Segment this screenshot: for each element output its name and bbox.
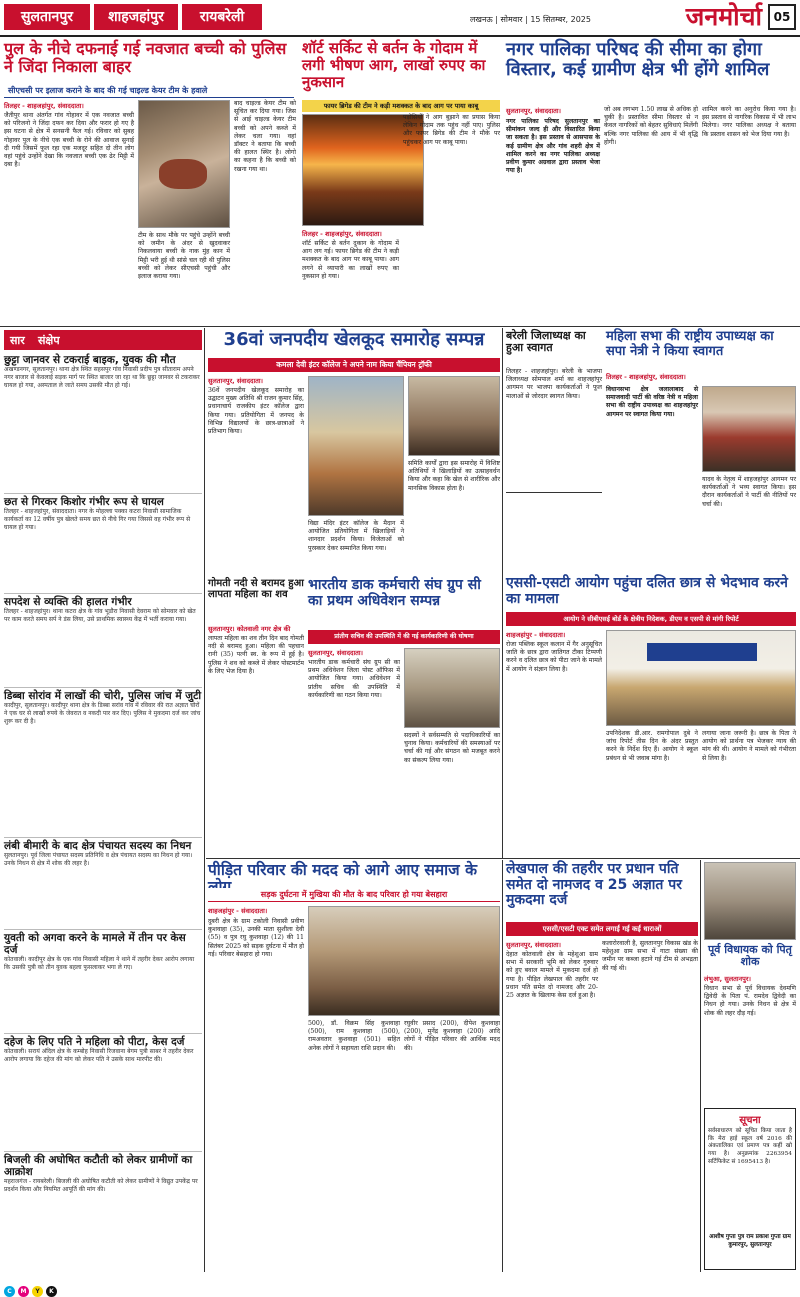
shok-headline: पूर्व विधायक को पितृ शोक (708, 943, 792, 969)
scst-col-3: लगाया जाना जरूरी है। छात्र के पिता ने आयोग को प्रार्थना पत्र भेजकर न्याय की मांग की थी। आयोग ने मामले को गंभीरता से लिया है। (702, 730, 796, 762)
bridge-col-2: टीम के साथ मौके पर पहुंचे उन्होंने बच्ची को जमीन के अंदर से खुदवाकर निकलवाया बच्ची के नाक मुंह कान में मिट्टी भरी हुई थी सांसे चल रही थी पुलिस बच्ची को लेकर सीएचसी पहुंची और इलाज कराया गया। (138, 232, 230, 280)
nagar-col-2: जो अब लगभग 1.50 लाख से अधिक हो चुकी है। प्रस्तावित सीमा विस्तार से न केवल नागरिकों को बेहतर सुविधाएं मिलेंगी बल्कि नगर पालिका की आय में भी वृद्धि होगी। (604, 106, 698, 146)
page-number: 05 (768, 4, 796, 30)
pidit-col-2: 500), डॉ. विक्रम सिंह कुशवाहा (500), राम कुशवाहा (500), रामअवतार कुशवाहा (501) सहित अनेक लोगों ने सहायता राशि प्रदान की। (308, 1020, 400, 1052)
fire-headline: शॉर्ट सर्किट से बर्तन के गोदाम में लगी भीषण आग, लाखों रुपए का नुकसान (302, 39, 486, 91)
scst-col-1: रोजा पब्लिक स्कूल कलान में गैर अनुसूचित जाति के छात्र द्वारा जातिगत टीका टिप्पणी करने व दलित छात्र को पीटा जाने के मामले में आयोग ने संज्ञान लिया है। (506, 641, 602, 673)
edition-date: 15 सितम्बर, 2025 (530, 15, 591, 24)
bridge-subhead: सीएचसी पर इलाज कराने के बाद की गई चाइल्ड केयर टीम के हवाले (4, 84, 294, 98)
edition-day: सोमवार (500, 15, 523, 24)
nagar-dateline: सुलतानपुर, संवाददाता। (506, 107, 562, 115)
cmyk-marks (4, 1278, 124, 1295)
scst-subhead: आयोग ने सीबीएसई बोर्ड के क्षेत्रीय निदेशक, डीएम व एसपी से मांगी रिपोर्ट (506, 612, 796, 626)
mahila-text-2: यादव के नेतृत्व में शाहजहांपुर आगमन पर कार्यकर्ताओं ने भव्य स्वागत किया। इस दौरान कार्यकर्ताओं ने पार्टी की नीतियों पर चर्चा की। (702, 476, 796, 508)
brief-item-headline: छुट्टा जानवर से टकराई बाइक, युवक की मौत (4, 354, 176, 366)
masthead-rule (0, 35, 800, 37)
barelly-text: तिलहर - शाहजहांपुर। बरेली के भाजपा जिलाध्यक्ष सोमपाल शर्मा का शाहजहांपुर आगमन पर भाजपा कार्यकर्ताओं ने फूल मालाओं से जोरदार स्वागत किया। (506, 368, 602, 400)
pidit-headline: पीड़ित परिवार की मदद को आगे आए समाज के (208, 861, 477, 879)
brief-item-headline: युवती को अगवा करने के मामले में तीन पर केस दर्ज (4, 932, 186, 957)
newspaper-logo: जनमोर्चा (685, 2, 762, 31)
brief-item-headline: बिजली की अघोषित कटौती को लेकर ग्रामीणों का आक्रोश (4, 1154, 193, 1179)
brief-header (4, 330, 202, 350)
shok-dateline: लंभुआ, सुलतानपुर। (704, 975, 751, 983)
nagar-headline: नगर पालिका परिषद की सीमा का होगा विस्तार, कई ग्रामीण क्षेत्र भी होंगे शामिल (506, 39, 770, 81)
bridge-col-1: जैतीपुर थाना अंतर्गत गांव गोहावर में एक नवजात बच्ची को परिजनो ने जिंदा दफन कर दिया और फरार हो गए है इस घटना से क्षेत्र में सनसनी फैल गई। रविवार को सुबह गोहावर पुल के नीचे एक बच्ची के रोने की आवाज सुनाई दी गयी जिसमें फूल रहा एक मजदूर सहित दो तीन लोग वहां पहुंचे उन्होंने देखा कि नवजात बच्ची एक ढेर मिट्टी में दबा है। (4, 112, 134, 169)
dak-photo (404, 648, 500, 728)
bridge-headline: पुल के नीचे दफनाई गई नवजात बच्ची को पुलिस ने जिंदा निकाला बाहर (4, 39, 287, 76)
khel-dateline: सुलतानपुर, संवाददाता। (208, 377, 264, 385)
brief-item-text: तिलहर - शाहजहांपुर, संवाददाता। नगर के मोहल्ला पक्का कटरा निवासी सामाजिक कार्यकर्ता का 12 वर्षीय पुत्र खेलते समय छत से नीचे गिर गया जिससे वह गंभीर रूप से घायल हो गया। (4, 508, 191, 531)
khel-photo-2 (408, 376, 500, 456)
brief-item-headline: छत से गिरकर किशोर गंभीर रूप से घायल (4, 496, 164, 508)
fire-col-1: शॉर्ट सर्किट से बर्तन दुकान के गोदाम में आग लग गई। फायर ब्रिगेड की टीम ने कड़ी मशक्कत के बाद आग पर काबू पाया। आग लगने से व्यापारी का लाखों रुपए का नुकसान हो गया। (302, 240, 399, 280)
scst-col-2: उपनिदेशक डी.आर. रामगोपाल दुबे ने जांच रिपोर्ट तीस दिन के अंदर प्रस्तुत करने के निर्देश दिए हैं। आयोग ने स्कूल प्रबंधन से भी जवाब मांगा है। (606, 730, 698, 762)
khel-subhead: कमला देवी इंटर कॉलेज ने अपने नाम किया चैंपियन ट्रॉफी (208, 358, 500, 372)
brief-item-text: कोतवाली। कादीपुर क्षेत्र के एक गांव निवासी महिला ने थाने में तहरीर देकर आरोप लगाया कि उसकी पुत्री को तीन युवक बहला फुसलाकर भगा ले गए। (4, 956, 195, 971)
gumshuda-headline: गोमती नदी से बरामद हुआ लापता महिला का शव (208, 578, 304, 601)
lekhpal-dateline: सुलतानपुर, संवाददाता। (506, 941, 562, 949)
brief-item (4, 594, 202, 688)
brief-item (4, 1152, 202, 1264)
mahila-photo (702, 386, 796, 472)
lekhpal-col-2: कलारोरवाली है, सुलतानपुर विकास खंड के महेशुआ ग्राम सभा में गाटा संख्या की जमीन पर कब्जा हटाने गई टीम से अभद्रता की गई थी। (602, 940, 698, 972)
brief-item (4, 354, 202, 494)
khel-col-1: 36वें जनपदीय खेलकूद समारोह का उद्घाटन मुख्य अतिथि श्री राजन कुमार सिंह, प्रधानाचार्य राजकीय इंटर कॉलेज द्वारा किया गया। प्रतियोगिता में जनपद के विभिन्न विद्यालयों के छात्र-छात्राओं ने प्रतिभाग किया। (208, 387, 304, 435)
khel-headline: 36वां जनपदीय खेलकूद समारोह सम्पन्न (223, 329, 485, 350)
brief-label-2: संक्षेप (38, 334, 60, 347)
dak-subhead: प्रांतीय सचिव की उपस्थिति में की गई कार्यकारिणी की घोषणा (308, 630, 500, 644)
notice-box (704, 1108, 796, 1270)
fire-dateline: तिलहर - शाहजहांपुर, संवाददाता। (302, 230, 382, 238)
shok-text: विधान सभा से पूर्व विधायक देवमणि द्विवेदी के पिता पं. रामदेव द्विवेदी का निधन हो गया। उनके निधन से क्षेत्र में शोक की लहर दौड़ गई। (704, 985, 796, 1017)
brief-item-text: तिलहर - शाहजहांपुर। थाना कटरा क्षेत्र के गांव भूडौरा निवासी देवराम को सोमवार को खेत पर काम करते समय सर्प ने डंस लिया, उसे प्राथमिक स्वास्थ्य केंद्र में भर्ती कराया गया। (4, 608, 196, 623)
bridge-photo-subject (159, 159, 207, 189)
gumshuda-text: लापता महिला का शव तीन दिन बाद गोमती नदी से बरामद हुआ। महिला की पहचान रानी (35) पत्नी स्व. के रूप में हुई है। पुलिस ने शव को कब्जे में लेकर पोस्टमार्टम के लिए भेज दिया है। (208, 635, 304, 675)
brief-item-text: अखण्डनगर, सुलतानपुर। थाना क्षेत्र स्थित सहसपुर गांव निवासी प्रदीप पुत्र सीताराम अपने नगर बाजार से केवलाई सड़क मार्ग पर स्थित बाजार जा रहा था कि छुट्टा जानवर से टकराकर घायल हो गया, अस्पताल ले जाते समय उसकी मौत हो गई। (4, 366, 200, 389)
edition-city: लखनऊ (470, 15, 493, 24)
pidit-dateline: शाहजहांपुर - संवाददाता। (208, 907, 268, 915)
masthead-city-1: सुलतानपुर (4, 4, 90, 30)
row-rule-1 (0, 326, 800, 327)
row-rule-2 (206, 858, 800, 859)
khel-photo-1 (308, 376, 404, 516)
scst-headline: एससी-एसटी आयोग पहुंचा दलित छात्र से भेदभाव करने का मामला (506, 575, 788, 607)
scst-dateline: शाहजहांपुर - संवाददाता। (506, 631, 566, 639)
khel-col-3: समिति कार्यों द्वारा इस समारोह में विशिष्ट अतिथियों ने खिलाड़ियों का उत्साहवर्धन किया और कहा कि खेल से शारीरिक और मानसिक विकास होता है। (408, 460, 500, 492)
brief-item-headline: डिब्बा सोरांव में लाखों की चोरी, पुलिस जांच में जुटी (4, 690, 202, 702)
brief-item-text: कादीपुर, सुलतानपुर। कादीपुर थाना क्षेत्र के डिब्बा सरांव गांव में रविवार की रात अज्ञात चोरों ने एक घर से लाखों रुपये के जेवरात व नकदी पार कर दिए। पुलिस ने मुकदमा दर्ज कर जांच शुरू कर दी है। (4, 702, 201, 725)
brief-item-text: सुलतानपुर। पूर्व जिला पंचायत सदस्य प्रतिनिधि व क्षेत्र पंचायत सदस्य का निधन हो गया। उनके निधन से क्षेत्र में शोक की लहर है। (4, 852, 193, 867)
brief-item-text: महराजगंज - रायबरेली। बिजली की अघोषित कटौती को लेकर ग्रामीणों ने विद्युत उपकेंद्र पर प्रदर्शन किया और नियमित आपूर्ति की मांग की। (4, 1178, 198, 1193)
bridge-dateline: तिलहर - शाहजहांपुर, संवाददाता। (4, 102, 84, 110)
brief-item (4, 930, 202, 1034)
dak-col-2: सदस्यों ने सर्वसम्मति से पदाधिकारियों का चुनाव किया। कर्मचारियों की समस्याओं पर चर्चा की गई और संगठन को मजबूत करने का संकल्प लिया गया। (404, 732, 500, 764)
brief-item (4, 838, 202, 930)
mahila-text: विधानसभा क्षेत्र जलालाबाद से समाजवादी पार्टी की वरिष्ठ नेत्री व महिला सभा की राष्ट्रीय उपाध्यक्ष का शाहजहांपुर आगमन पर स्वागत किया गया। (606, 386, 698, 418)
brief-list (4, 354, 202, 1270)
nagar-col-1: नगर पालिका परिषद सुलतानपुर का सीमांकन जल्द ही और विस्तारित किया जा सकता है। इस प्रस्ताव से आसपास के कई ग्रामीण क्षेत्र और गांव शहरी क्षेत्र में शामिल करने का नगर पालिका अध्यक्ष प्रवीण कुमार अग्रवाल द्वारा प्रस्ताव भेजा गया है। (506, 118, 600, 175)
notice-title: सूचना (739, 1115, 761, 1126)
dak-dateline: सुलतानपुर, संवाददाता। (308, 649, 364, 657)
notice-text: सर्वसाधारण को सूचित किया जाता है कि मेरा हाई स्कूल वर्ष 2016 की अंकतालिका एवं प्रमाण पत्र कहीं खो गया है। अनुक्रमांक 2263954 सर्टिफिकेट सं 1695413 है। (708, 1128, 792, 1165)
lekhpal-headline: लेखपाल की तहरीर पर प्रधान पति समेत दो नामजद व 25 अज्ञात पर मुकदमा दर्ज (506, 861, 682, 909)
scst-photo (606, 630, 796, 726)
cmyk-yellow: Y (32, 1286, 43, 1297)
fire-subhead: फायर ब्रिगेड की टीम ने कड़ी मशक्कत के बाद आग पर पाया काबू (302, 100, 500, 112)
mahila-dateline: तिलहर - शाहजहांपुर, संवाददाता। (606, 373, 686, 381)
pidit-col-3: रघुवीर प्रसाद (200), दीपेश कुशवाहा (200), मुनेंद्र कुशवाहा (200) आदि लोगों ने पीड़ित परिवार की आर्थिक मदद की। (404, 1020, 500, 1052)
col-rule-mid-2 (502, 860, 503, 1272)
notice-sign: आशीष गुप्ता पुत्र राम प्रकाश गुप्ता ग्राम कुमारपुर, सुलतानपुर (709, 1234, 791, 1248)
masthead-city-2: शाहजहांपुर (94, 4, 178, 30)
brief-item (4, 688, 202, 838)
brief-item-headline: लंबी बीमारी के बाद क्षेत्र पंचायत सदस्य का निधन (4, 840, 192, 852)
pidit-col-1: दुबरी क्षेत्र के ग्राम टकोली निवासी प्रवीण कुशवाहा (35), उनकी माता सुशीला देवी (55) व पुत्र रघु कुशवाहा (12) की 11 सितंबर 2025 को सड़क दुर्घटना में मौत हो गई। परिवार बेसहारा हो गया। (208, 918, 305, 958)
pidit-photo (308, 906, 500, 1016)
masthead-city-3: रायबरेली (182, 4, 262, 30)
brief-item-headline: दहेज के लिए पति ने महिला को पीटा, केस दर्ज (4, 1036, 185, 1048)
masthead (0, 0, 800, 34)
barelly-headline: बरेली जिलाध्यक्ष का हुआ स्वागत (506, 329, 586, 355)
masthead-dateline: लखनऊ | सोमवार | 15 सितम्बर, 2025 (470, 15, 591, 24)
bridge-photo (138, 100, 230, 228)
cmyk-magenta: M (18, 1286, 29, 1297)
lekhpal-subhead: एससी/एसटी एक्ट समेत लगाई गई कई धाराओं (506, 922, 698, 936)
barelly-rule (506, 492, 602, 493)
brief-item-headline: सपदेश से व्यक्ति की हालत गंभीर (4, 596, 132, 608)
nagar-col-3: शामिल करने का अनुरोध किया गया है। इस प्रस्ताव से नागरिक विकास में भी लाभ मिलेगा। नगर पालिका अध्यक्ष ने बताया कि प्रस्ताव शासन को भेज दिया गया है। (702, 106, 796, 138)
scst-photo-sign (647, 643, 757, 661)
dak-headline: भारतीय डाक कर्मचारी संघ ग्रुप सी का प्रथम अधिवेशन सम्पन्न (308, 577, 481, 609)
fire-col-2: पड़ोसियों ने आग बुझाने का प्रयास किया लेकिन गोदाम तक पहुंच नहीं पाए। पुलिस और फायर ब्रिगेड की टीम ने मौके पर पहुंचकर आग पर काबू पाया। (403, 114, 500, 146)
cmyk-black: K (46, 1286, 57, 1297)
brief-item-text: कोतवाली। सरायं अंदिल क्षेत्र के कम्बोह निवासी रिजवाना बेगम पुत्री साबर ने तहरीर देकर आरोप लगाया कि दहेज की मांग को लेकर पति ने उसके साथ मारपीट की। (4, 1048, 194, 1063)
brief-label-1: सार (10, 334, 25, 347)
brief-item (4, 494, 202, 594)
gumshuda-dateline: सुलतानपुर। कोतवाली नगर क्षेत्र की (208, 625, 291, 633)
lekhpal-col-1: देहात कोतवाली क्षेत्र के महेशुआ ग्राम सभा में सरकारी भूमि को लेकर गुरुवार को हुए बवाल मामले में मुकदमा दर्ज हो गया है। पीड़ित लेखपाल की तहरीर पर प्रधान पति समेत दो नामजद और 20-25 अज्ञात के खिलाफ केस दर्ज हुआ है। (506, 951, 598, 999)
col-rule-left (204, 328, 205, 1272)
col-rule-mid (502, 328, 503, 858)
mahila-headline: महिला सभा की राष्ट्रीय उपाध्यक्ष का सपा नेत्री ने किया स्वागत (606, 329, 774, 359)
dak-col-1: भारतीय डाक कर्मचारी संघ ग्रुप सी का प्रथम अधिवेशन जिला पोस्ट ऑफिस में आयोजित किया गया। अधिवेशन में प्रांतीय सचिव की उपस्थिति में कार्यकारिणी का गठन किया गया। (308, 659, 400, 699)
brief-item (4, 1034, 202, 1152)
cmyk-cyan: C (4, 1286, 15, 1297)
shok-photo (704, 862, 796, 940)
bridge-col-3: बाद चाइल्ड केयर टीम को सूचित कर दिया गया। जिस से आई चाइल्ड केयर टीम बच्ची को अपने कब्जे में लेकर चला गया। वहां डॉक्टर ने बताया कि बच्ची की हालत स्थिर है। लोगो का कहना है कि बच्ची को रखना गया था। (234, 100, 296, 173)
col-rule-right (700, 860, 701, 1272)
pidit-subhead: सड़क दुर्घटना में मुखिया की मौत के बाद परिवार हो गया बेसहारा (208, 888, 500, 902)
khel-col-2: विद्या मंदिर इंटर कॉलेज के मैदान में आयोजित प्रतियोगिता में खिलाड़ियों ने शानदार प्रदर्शन किया। विजेताओं को पुरस्कार देकर सम्मानित किया गया। (308, 520, 404, 552)
